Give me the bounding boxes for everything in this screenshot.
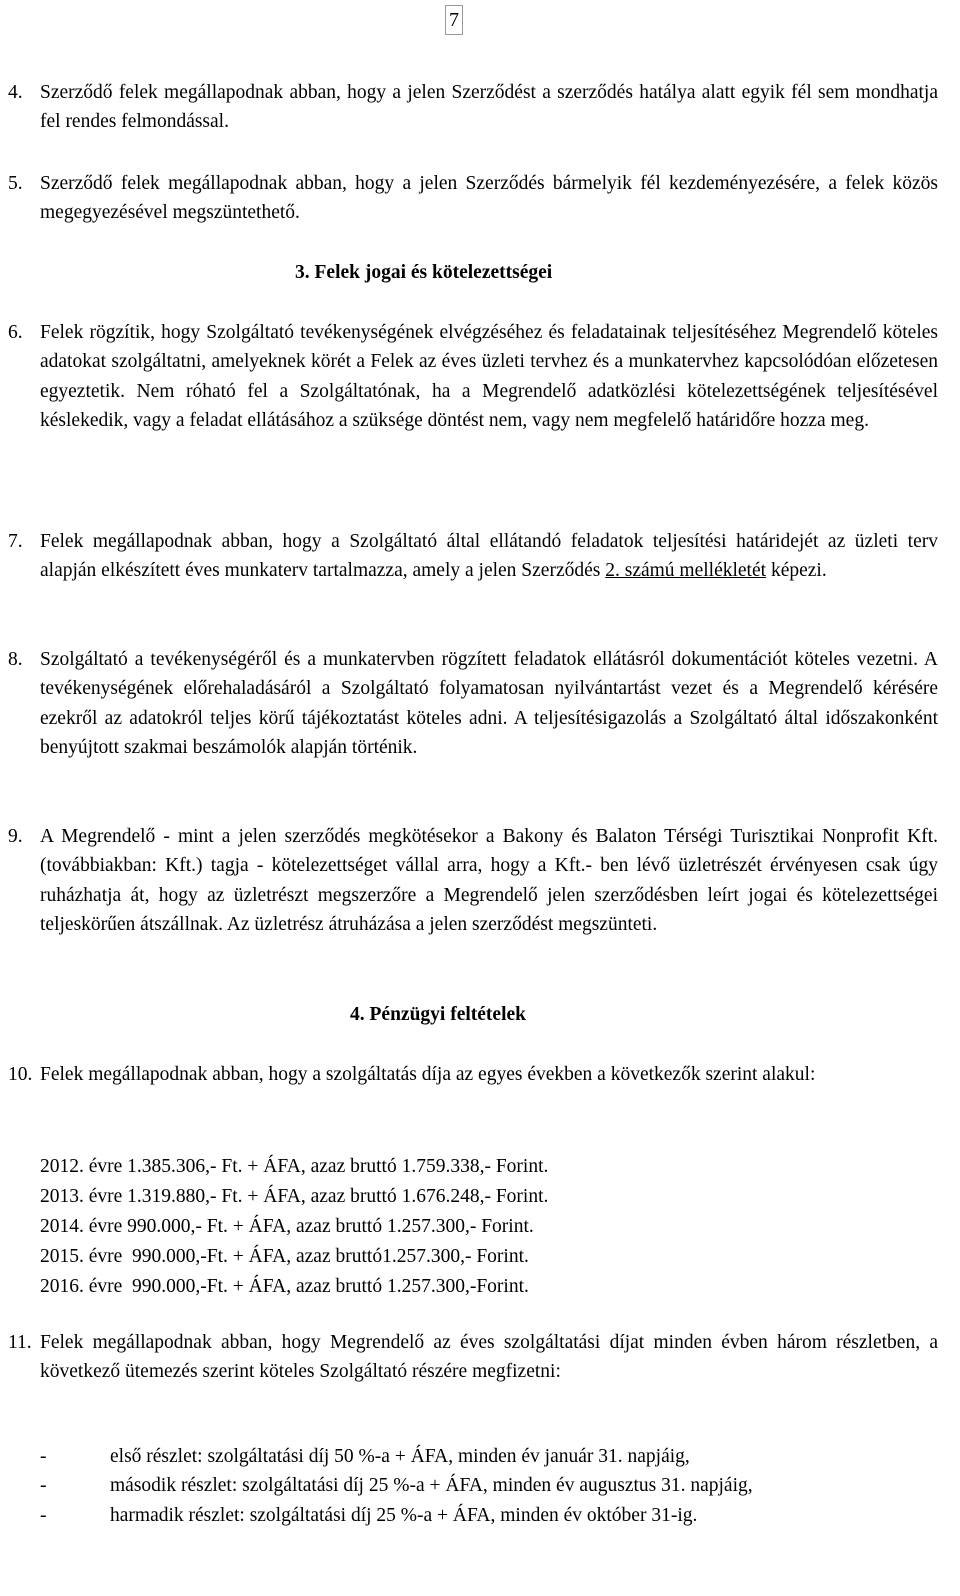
clause-10 bbox=[8, 1060, 938, 1089]
clause-number: 8. bbox=[8, 649, 23, 670]
installment-item bbox=[40, 1442, 938, 1471]
section-heading-4: 4. Pénzügyi feltételek bbox=[350, 1004, 526, 1025]
clause-text: Szerződő felek megállapodnak abban, hogy a jelen Szerződés bármelyik fél kezdeményezésére, a felek közös megegyezésével megszüntethető. bbox=[40, 173, 938, 224]
clause-number: 9. bbox=[8, 826, 23, 847]
fee-list bbox=[40, 1152, 548, 1302]
fee-row-2014: 2014. évre 990.000,- Ft. + ÁFA, azaz bruttó 1.257.300,- Forint. bbox=[40, 1216, 534, 1237]
section-heading-3: 3. Felek jogai és kötelezettségei bbox=[295, 262, 553, 283]
clause-11 bbox=[8, 1328, 938, 1387]
fee-row-2016: 2016. évre 990.000,-Ft. + ÁFA, azaz bruttó 1.257.300,-Forint. bbox=[40, 1276, 529, 1297]
clause-8 bbox=[8, 645, 938, 763]
clause-text: Felek rögzítik, hogy Szolgáltató tevékenységének elvégzéséhez és feladatainak teljesítéséhez Megrendelő köteles adatokat szolgáltatni, amelyeknek körét a Felek az éves üzleti tervhez és a munkatervhez kapcsolódóan előzetesen egyeztetik. Nem róható fel a Szolgáltatónak, ha a Megrendelő adatközlési kötelezettségének teljesítésével késlekedik, vagy a feladat ellátásához a szüksége döntést nem, vagy nem megfelelő határidőre hozza meg. bbox=[40, 322, 938, 432]
clause-4 bbox=[8, 78, 938, 137]
clause-text: Felek megállapodnak abban, hogy Megrendelő az éves szolgáltatási díjat minden évben három részletben, a következő ütemezés szerint köteles Szolgáltató részére megfizetni: bbox=[40, 1332, 938, 1383]
installment-text: harmadik részlet: szolgáltatási díj 25 %-a + ÁFA, minden év október 31-ig. bbox=[110, 1504, 698, 1526]
clause-text: Szolgáltató a tevékenységéről és a munkatervben rögzített feladatok ellátásról dokumentációt köteles vezetni. A tevékenységének előrehaladásáról a Szolgáltató folyamatosan nyilvántartást vezet és a Megrendelő kérésére ezekről az adatokról teljes körű tájékoztatást köteles adni. A teljesítésigazolás a Szolgáltató által időszakonként benyújtott szakmai beszámolók alapján történik. bbox=[40, 649, 938, 759]
dash-bullet: - bbox=[40, 1475, 47, 1497]
clause-text-part: Felek megállapodnak abban, hogy a Szolgáltató által ellátandó feladatok teljesítési határidejét az üzleti terv alapján elkészített éves munkaterv tartalmazza, amely a jelen Szerződés bbox=[40, 531, 938, 582]
annex-reference: 2. számú mellékletét bbox=[605, 560, 767, 582]
installment-list bbox=[40, 1442, 938, 1530]
clause-number: 6. bbox=[8, 322, 23, 343]
installment-text: első részlet: szolgáltatási díj 50 %-a + ÁFA, minden év január 31. napjáig, bbox=[110, 1446, 690, 1467]
clause-6 bbox=[8, 318, 938, 436]
clause-number: 5. bbox=[8, 173, 23, 194]
clause-number: 10. bbox=[8, 1064, 33, 1085]
fee-row-2015: 2015. évre 990.000,-Ft. + ÁFA, azaz bruttó1.257.300,- Forint. bbox=[40, 1246, 529, 1267]
clause-7 bbox=[8, 527, 938, 586]
dash-bullet: - bbox=[40, 1504, 47, 1526]
clause-text-part: képezi. bbox=[766, 560, 827, 582]
installment-text: második részlet: szolgáltatási díj 25 %-a + ÁFA, minden év augusztus 31. napjáig, bbox=[110, 1475, 753, 1497]
clause-text: Felek megállapodnak abban, hogy a szolgáltatás díja az egyes években a következők szerint alakul: bbox=[40, 1064, 816, 1085]
clause-number: 7. bbox=[8, 531, 23, 552]
installment-item bbox=[40, 1501, 938, 1530]
fee-row-2012: 2012. évre 1.385.306,- Ft. + ÁFA, azaz bruttó 1.759.338,- Forint. bbox=[40, 1156, 549, 1177]
clause-number: 11. bbox=[8, 1332, 32, 1353]
installment-item bbox=[40, 1471, 938, 1500]
clause-text bbox=[40, 527, 938, 586]
page-number: 7 bbox=[445, 5, 463, 35]
clause-text: Szerződő felek megállapodnak abban, hogy a jelen Szerződést a szerződés hatálya alatt egyik fél sem mondhatja fel rendes felmondással. bbox=[40, 82, 938, 133]
clause-9 bbox=[8, 822, 938, 940]
clause-5 bbox=[8, 169, 938, 228]
clause-text: A Megrendelő - mint a jelen szerződés megkötésekor a Bakony és Balaton Térségi Turisztikai Nonprofit Kft. (továbbiakban: Kft.) tagja - kötelezettséget vállal arra, hogy a Kft.- ben lévő üzletrészét érvényesen csak úgy ruházhatja át, hogy az üzletrészt megszerzőre a Megrendelő jelen szerződésben leírt jogai és kötelezettségei teljeskörűen átszállnak. Az üzletrész átruházása a jelen szerződést megszünteti. bbox=[40, 826, 938, 936]
dash-bullet: - bbox=[40, 1446, 47, 1467]
clause-number: 4. bbox=[8, 82, 23, 103]
fee-row-2013: 2013. évre 1.319.880,- Ft. + ÁFA, azaz bruttó 1.676.248,- Forint. bbox=[40, 1186, 549, 1207]
